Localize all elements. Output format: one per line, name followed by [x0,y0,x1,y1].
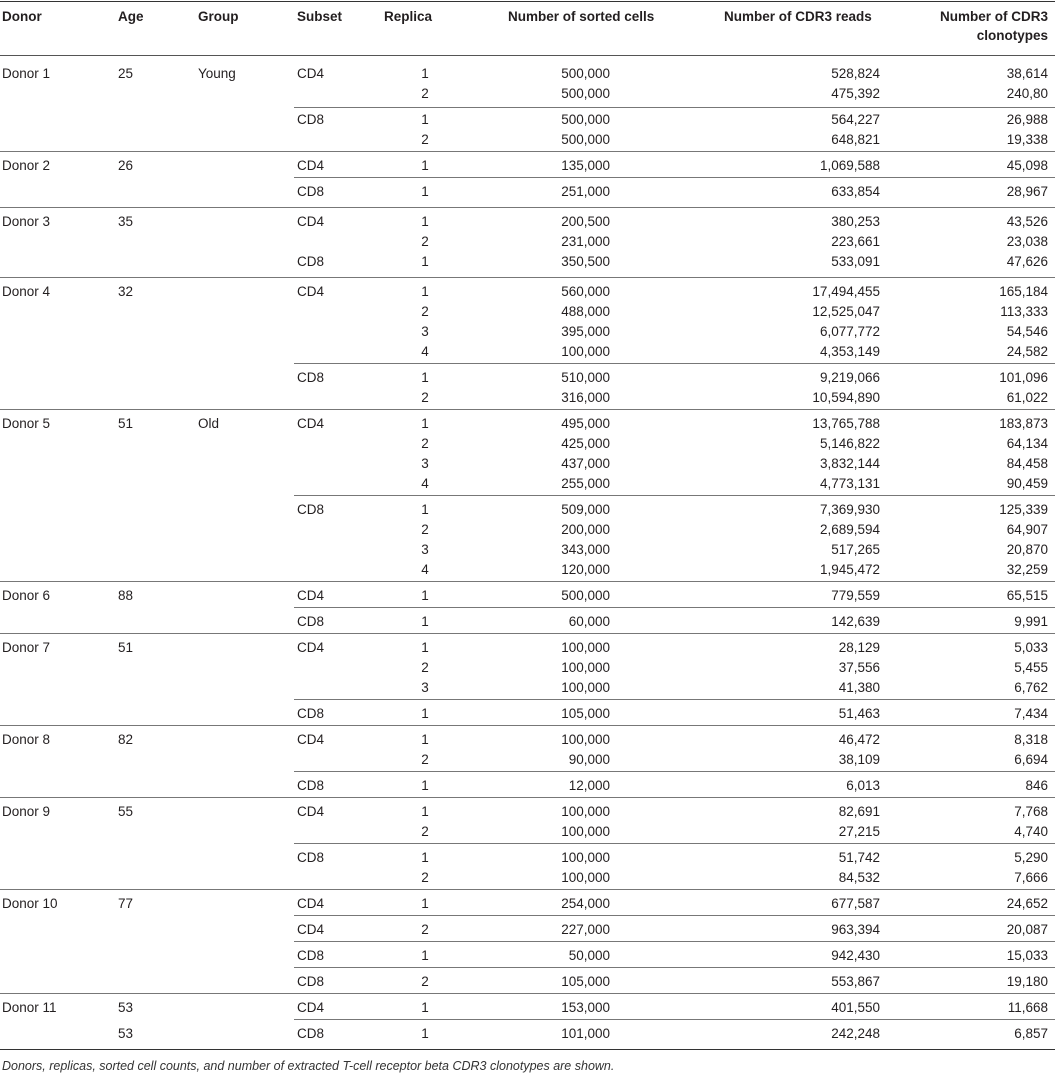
cell-subset: CD4 [297,922,325,937]
cell-cdr3-reads: 1,069,588 [819,158,880,173]
cell-cdr3-reads: 13,765,788 [812,416,880,431]
cell-replica: 2 [421,922,429,937]
cell-donor: Donor 4 [2,284,51,299]
cell-cdr3-clonotypes: 90,459 [1006,476,1048,491]
table-bottom-rule [0,1049,1055,1050]
subset-separator [294,699,1055,700]
cell-replica: 1 [421,850,429,865]
cell-replica: 2 [421,974,429,989]
subset-separator [294,177,1055,178]
cell-replica: 3 [421,456,429,471]
cell-cdr3-reads: 27,215 [838,824,880,839]
cell-cdr3-reads: 38,109 [838,752,880,767]
cell-cdr3-clonotypes: 28,967 [1006,184,1048,199]
cell-cdr3-clonotypes: 84,458 [1006,456,1048,471]
cell-cdr3-reads: 2,689,594 [819,522,880,537]
cell-sorted-cells: 500,000 [561,112,610,127]
cell-cdr3-reads: 46,472 [838,732,880,747]
cell-sorted-cells: 100,000 [561,660,610,675]
cell-replica: 1 [421,370,429,385]
cell-subset: CD4 [297,588,325,603]
cell-subset: CD8 [297,706,325,721]
cell-subset: CD8 [297,614,325,629]
cell-age: 35 [118,214,134,229]
row-group-separator [0,889,1055,890]
cell-cdr3-reads: 1,945,472 [819,562,880,577]
cell-cdr3-reads: 633,854 [831,184,880,199]
cell-cdr3-clonotypes: 61,022 [1006,390,1048,405]
cell-cdr3-clonotypes: 7,434 [1014,706,1048,721]
cell-group: Old [198,416,220,431]
subset-separator [294,843,1055,844]
cell-replica: 1 [421,588,429,603]
cell-cdr3-clonotypes: 183,873 [999,416,1048,431]
cell-cdr3-reads: 41,380 [838,680,880,695]
cell-sorted-cells: 100,000 [561,850,610,865]
cell-subset: CD8 [297,112,325,127]
cell-sorted-cells: 488,000 [561,304,610,319]
header-replica: Replica [384,9,433,24]
cell-age: 51 [118,640,134,655]
cell-sorted-cells: 509,000 [561,502,610,517]
cell-age: 77 [118,896,134,911]
cell-sorted-cells: 560,000 [561,284,610,299]
subset-separator [294,915,1055,916]
cell-cdr3-clonotypes: 26,988 [1006,112,1048,127]
cell-cdr3-clonotypes: 65,515 [1006,588,1048,603]
cell-sorted-cells: 231,000 [561,234,610,249]
table-top-rule [0,1,1055,2]
cell-cdr3-clonotypes: 43,526 [1006,214,1048,229]
cell-cdr3-reads: 142,639 [831,614,880,629]
cell-cdr3-reads: 51,742 [838,850,880,865]
header-cdr3-reads: Number of CDR3 reads [724,9,872,24]
cell-age: 53 [118,1000,134,1015]
cell-replica: 2 [421,436,429,451]
cell-sorted-cells: 425,000 [561,436,610,451]
cell-cdr3-clonotypes: 6,762 [1014,680,1048,695]
cell-cdr3-reads: 12,525,047 [812,304,880,319]
cell-replica: 2 [421,132,429,147]
cell-sorted-cells: 255,000 [561,476,610,491]
cell-subset: CD8 [297,850,325,865]
cell-sorted-cells: 343,000 [561,542,610,557]
subset-separator [294,363,1055,364]
cell-sorted-cells: 200,000 [561,522,610,537]
cell-cdr3-reads: 533,091 [831,254,880,269]
cell-replica: 1 [421,66,429,81]
cell-replica: 1 [421,706,429,721]
cell-sorted-cells: 120,000 [561,562,610,577]
row-group-separator [0,151,1055,152]
cell-replica: 1 [421,732,429,747]
cell-replica: 1 [421,640,429,655]
cell-cdr3-reads: 475,392 [831,86,880,101]
row-group-separator [0,633,1055,634]
cell-sorted-cells: 350,500 [561,254,610,269]
cell-cdr3-reads: 6,077,772 [819,324,880,339]
cell-sorted-cells: 100,000 [561,680,610,695]
subset-separator [294,107,1055,108]
cell-donor: Donor 10 [2,896,58,911]
row-group-separator [0,725,1055,726]
cell-cdr3-clonotypes: 4,740 [1014,824,1048,839]
row-group-separator [0,207,1055,208]
cell-subset: CD4 [297,896,325,911]
cell-cdr3-clonotypes: 19,180 [1006,974,1048,989]
cell-cdr3-reads: 942,430 [831,948,880,963]
subset-separator [294,1019,1055,1020]
cell-donor: Donor 5 [2,416,51,431]
cell-cdr3-clonotypes: 47,626 [1006,254,1048,269]
cell-donor: Donor 1 [2,66,51,81]
cell-sorted-cells: 105,000 [561,706,610,721]
cell-subset: CD4 [297,732,325,747]
cell-cdr3-clonotypes: 165,184 [999,284,1048,299]
cell-replica: 2 [421,660,429,675]
cell-cdr3-reads: 4,353,149 [819,344,880,359]
cell-age: 53 [118,1026,134,1041]
cell-cdr3-reads: 37,556 [838,660,880,675]
cell-replica: 2 [421,870,429,885]
cell-cdr3-clonotypes: 15,033 [1006,948,1048,963]
cell-sorted-cells: 135,000 [561,158,610,173]
cell-sorted-cells: 101,000 [561,1026,610,1041]
subset-separator [294,967,1055,968]
cell-subset: CD4 [297,640,325,655]
cell-replica: 1 [421,804,429,819]
cell-cdr3-clonotypes: 32,259 [1006,562,1048,577]
header-group: Group [198,9,239,24]
cell-replica: 4 [421,344,429,359]
cell-replica: 1 [421,416,429,431]
cell-cdr3-reads: 5,146,822 [819,436,880,451]
cell-cdr3-clonotypes: 5,290 [1014,850,1048,865]
cell-cdr3-reads: 380,253 [831,214,880,229]
cell-donor: Donor 2 [2,158,51,173]
subset-separator [294,771,1055,772]
cell-cdr3-clonotypes: 240,80 [1006,86,1048,101]
cell-cdr3-reads: 82,691 [838,804,880,819]
cell-cdr3-reads: 7,369,930 [819,502,880,517]
cell-sorted-cells: 510,000 [561,370,610,385]
cell-subset: CD8 [297,778,325,793]
cell-cdr3-reads: 84,532 [838,870,880,885]
cell-replica: 1 [421,778,429,793]
cell-cdr3-clonotypes: 846 [1025,778,1048,793]
subset-separator [294,941,1055,942]
cell-age: 82 [118,732,134,747]
cell-subset: CD4 [297,214,325,229]
cell-replica: 1 [421,284,429,299]
cell-cdr3-clonotypes: 8,318 [1014,732,1048,747]
cell-subset: CD4 [297,416,325,431]
cell-replica: 1 [421,614,429,629]
cell-subset: CD8 [297,254,325,269]
header-bottom-rule [0,55,1055,56]
cell-subset: CD4 [297,284,325,299]
cell-cdr3-reads: 9,219,066 [819,370,880,385]
cell-cdr3-clonotypes: 45,098 [1006,158,1048,173]
header-sorted-cells: Number of sorted cells [508,9,655,24]
cell-cdr3-reads: 648,821 [831,132,880,147]
cell-donor: Donor 8 [2,732,51,747]
cell-cdr3-clonotypes: 64,907 [1006,522,1048,537]
cell-cdr3-clonotypes: 101,096 [999,370,1048,385]
cell-cdr3-reads: 564,227 [831,112,880,127]
header-donor: Donor [2,9,42,24]
cell-group: Young [198,66,236,81]
cell-sorted-cells: 100,000 [561,732,610,747]
cell-sorted-cells: 251,000 [561,184,610,199]
cell-age: 26 [118,158,134,173]
subset-separator [294,495,1055,496]
cell-sorted-cells: 227,000 [561,922,610,937]
cell-donor: Donor 6 [2,588,51,603]
cell-sorted-cells: 100,000 [561,804,610,819]
cell-sorted-cells: 254,000 [561,896,610,911]
cell-subset: CD4 [297,804,325,819]
subset-separator [294,607,1055,608]
cell-sorted-cells: 100,000 [561,824,610,839]
cell-cdr3-clonotypes: 11,668 [1007,1000,1048,1015]
cell-replica: 1 [421,1000,429,1015]
cell-cdr3-reads: 6,013 [846,778,880,793]
header-subset: Subset [297,9,343,24]
cell-subset: CD4 [297,158,325,173]
cell-sorted-cells: 153,000 [561,1000,610,1015]
cell-sorted-cells: 437,000 [561,456,610,471]
table-footnote: Donors, replicas, sorted cell counts, and number of extracted T-cell receptor beta CDR3 clonotypes are shown. [2,1059,615,1073]
cell-replica: 2 [421,752,429,767]
cell-replica: 1 [421,948,429,963]
cell-replica: 3 [421,324,429,339]
cell-sorted-cells: 500,000 [561,66,610,81]
cell-cdr3-reads: 3,832,144 [819,456,880,471]
cell-cdr3-clonotypes: 113,333 [1000,304,1048,319]
cell-sorted-cells: 500,000 [561,132,610,147]
cell-cdr3-reads: 779,559 [831,588,880,603]
cell-cdr3-clonotypes: 20,870 [1006,542,1048,557]
cell-age: 55 [118,804,134,819]
header-age: Age [118,9,144,24]
cell-donor: Donor 11 [2,1000,57,1015]
cell-sorted-cells: 200,500 [561,214,610,229]
cell-subset: CD4 [297,66,325,81]
cell-replica: 1 [421,254,429,269]
cell-cdr3-reads: 242,248 [831,1026,880,1041]
cell-donor: Donor 7 [2,640,51,655]
cell-cdr3-clonotypes: 38,614 [1006,66,1048,81]
cell-cdr3-clonotypes: 9,991 [1014,614,1048,629]
cell-sorted-cells: 100,000 [561,344,610,359]
cell-replica: 1 [421,158,429,173]
cell-cdr3-clonotypes: 24,582 [1006,344,1048,359]
cell-sorted-cells: 500,000 [561,588,610,603]
cell-replica: 2 [421,304,429,319]
cell-cdr3-clonotypes: 24,652 [1006,896,1048,911]
cell-sorted-cells: 12,000 [568,778,610,793]
cell-cdr3-reads: 4,773,131 [819,476,880,491]
cell-sorted-cells: 60,000 [568,614,610,629]
cell-replica: 2 [421,522,429,537]
cell-age: 32 [118,284,134,299]
cell-donor: Donor 9 [2,804,51,819]
cell-cdr3-reads: 17,494,455 [812,284,880,299]
cell-subset: CD8 [297,184,325,199]
cell-sorted-cells: 100,000 [561,870,610,885]
cell-replica: 4 [421,562,429,577]
cell-sorted-cells: 395,000 [561,324,610,339]
cell-replica: 1 [421,1026,429,1041]
cell-cdr3-reads: 677,587 [831,896,880,911]
cell-cdr3-reads: 223,661 [831,234,880,249]
cell-cdr3-reads: 553,867 [831,974,880,989]
cell-cdr3-clonotypes: 20,087 [1006,922,1048,937]
cell-replica: 1 [421,112,429,127]
cell-replica: 2 [421,824,429,839]
cell-cdr3-clonotypes: 6,694 [1014,752,1048,767]
cell-age: 25 [118,66,134,81]
cell-sorted-cells: 105,000 [561,974,610,989]
cell-age: 51 [118,416,134,431]
cell-replica: 1 [421,184,429,199]
cell-cdr3-reads: 963,394 [831,922,880,937]
cell-replica: 1 [421,214,429,229]
cell-replica: 1 [421,896,429,911]
cell-cdr3-reads: 51,463 [838,706,880,721]
cell-subset: CD4 [297,1000,325,1015]
row-group-separator [0,797,1055,798]
cell-sorted-cells: 100,000 [561,640,610,655]
row-group-separator [0,581,1055,582]
cell-cdr3-reads: 401,550 [831,1000,880,1015]
cell-donor: Donor 3 [2,214,51,229]
cell-cdr3-clonotypes: 19,338 [1006,132,1048,147]
row-group-separator [0,277,1055,278]
cell-cdr3-clonotypes: 54,546 [1006,324,1048,339]
cell-cdr3-clonotypes: 5,455 [1014,660,1048,675]
cell-replica: 2 [421,234,429,249]
cell-cdr3-reads: 28,129 [838,640,880,655]
cell-subset: CD8 [297,974,325,989]
cell-cdr3-reads: 517,265 [831,542,880,557]
row-group-separator [0,993,1055,994]
header-cdr3-clonotypes-line2: clonotypes [976,28,1048,43]
row-group-separator [0,409,1055,410]
cell-cdr3-clonotypes: 23,038 [1006,234,1048,249]
cell-age: 88 [118,588,134,603]
cell-replica: 3 [421,542,429,557]
cell-subset: CD8 [297,948,325,963]
cell-sorted-cells: 316,000 [561,390,610,405]
cell-replica: 1 [421,502,429,517]
cell-sorted-cells: 500,000 [561,86,610,101]
cell-cdr3-clonotypes: 125,339 [999,502,1048,517]
cell-replica: 2 [421,390,429,405]
cell-subset: CD8 [297,1026,325,1041]
cell-sorted-cells: 50,000 [568,948,610,963]
cell-sorted-cells: 495,000 [561,416,610,431]
cell-subset: CD8 [297,370,325,385]
cell-replica: 4 [421,476,429,491]
cell-cdr3-reads: 528,824 [831,66,880,81]
cell-replica: 2 [421,86,429,101]
cell-cdr3-clonotypes: 5,033 [1014,640,1048,655]
cell-sorted-cells: 90,000 [568,752,610,767]
cell-cdr3-reads: 10,594,890 [812,390,880,405]
cell-cdr3-clonotypes: 7,666 [1014,870,1048,885]
cell-cdr3-clonotypes: 7,768 [1014,804,1048,819]
cell-cdr3-clonotypes: 64,134 [1006,436,1048,451]
header-cdr3-clonotypes-line1: Number of CDR3 [939,9,1048,24]
cell-replica: 3 [421,680,429,695]
cell-cdr3-clonotypes: 6,857 [1014,1026,1048,1041]
cell-subset: CD8 [297,502,325,517]
